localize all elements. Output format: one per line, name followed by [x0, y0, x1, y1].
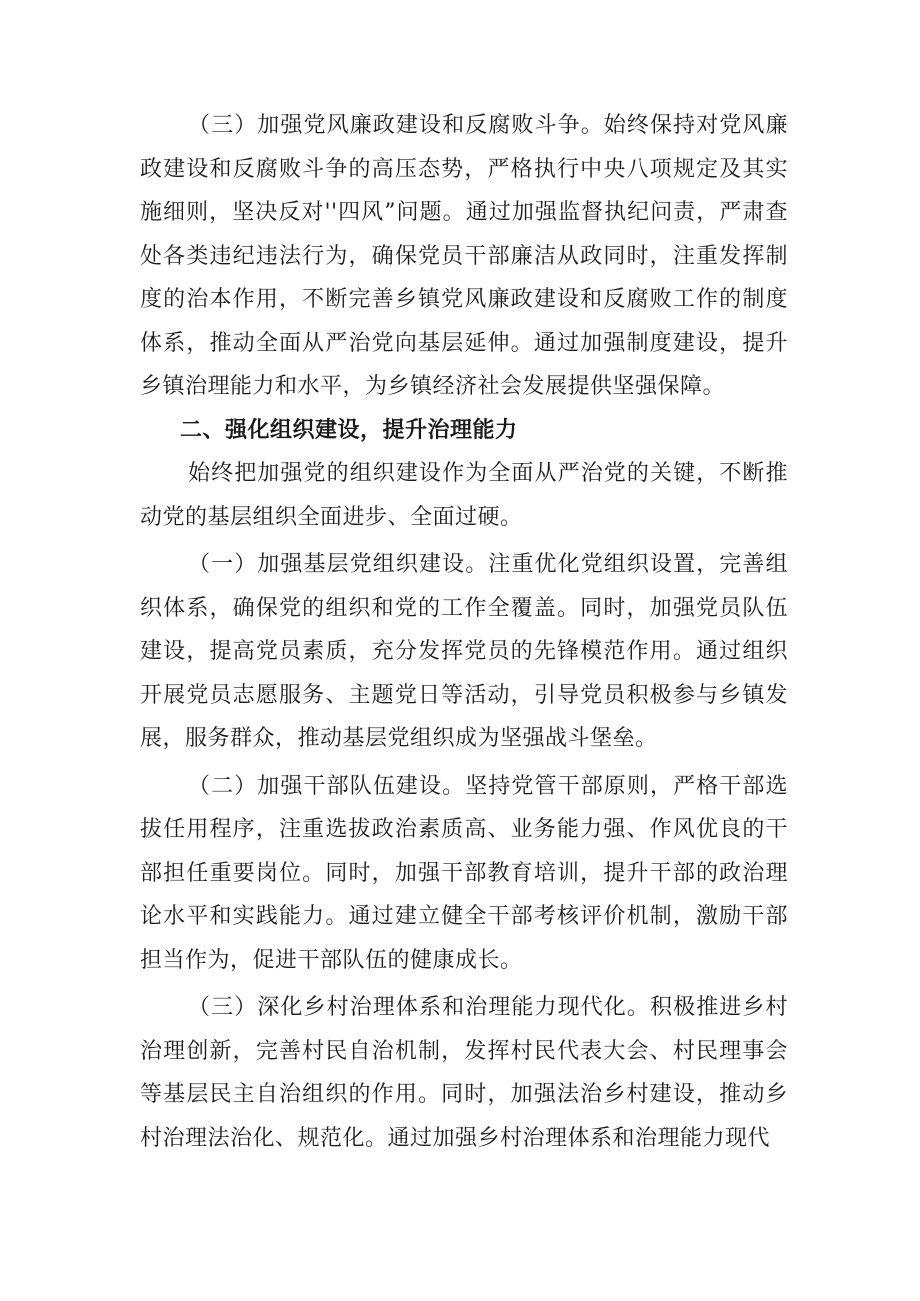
paragraph-cadre-team: （二）加强干部队伍建设。坚持党管干部原则，严格干部选拔任用程序，注重选拔政治素质高、业务能力强、作风优良的干部担任重要岗位。同时，加强干部教育培训，提升干部的政治理论水平和实践能力。通过建立健全干部考核评价机制，激励干部担当作为，促进干部队伍的健康成长。: [140, 773, 788, 973]
paragraph-party-conduct: （三）加强党风廉政建设和反腐败斗争。始终保持对党风廉政建设和反腐败斗争的高压态势，严格执行中央八项规定及其实施细则，坚决反对''四风”问题。通过加强监督执纪问责，严肃查处各类违纪违法行为，确保党员干部廉洁从政同时，注重发挥制度的治本作用，不断完善乡镇党风廉政建设和反腐败工作的制度体系，推动全面从严治党向基层延伸。通过加强制度建设，提升乡镇治理能力和水平，为乡镇经济社会发展提供坚强保障。: [140, 113, 788, 399]
section-heading-organization: 二、强化组织建设，提升治理能力: [180, 417, 518, 443]
paragraph-rural-governance: （三）深化乡村治理体系和治理能力现代化。积极推进乡村治理创新，完善村民自治机制，发挥村民代表大会、村民理事会等基层民主自治组织的作用。同时，加强法治乡村建设，推动乡村治理法治化、规范化。通过加强乡村治理体系和治理能力现代: [140, 995, 788, 1151]
document-body: [140, 104, 788, 1160]
paragraph-section-intro: 始终把加强党的组织建设作为全面从严治党的关键，不断推动党的基层组织全面进步、全面过硬。: [140, 461, 788, 530]
paragraph-grassroots-party: （一）加强基层党组织建设。注重优化党组织设置，完善组织体系，确保党的组织和党的工作全覆盖。同时，加强党员队伍建设，提高党员素质，充分发挥党员的先锋模范作用。通过组织开展党员志愿服务、主题党日等活动，引导党员积极参与乡镇发展，服务群众，推动基层党组织成为坚强战斗堡垒。: [140, 552, 788, 751]
